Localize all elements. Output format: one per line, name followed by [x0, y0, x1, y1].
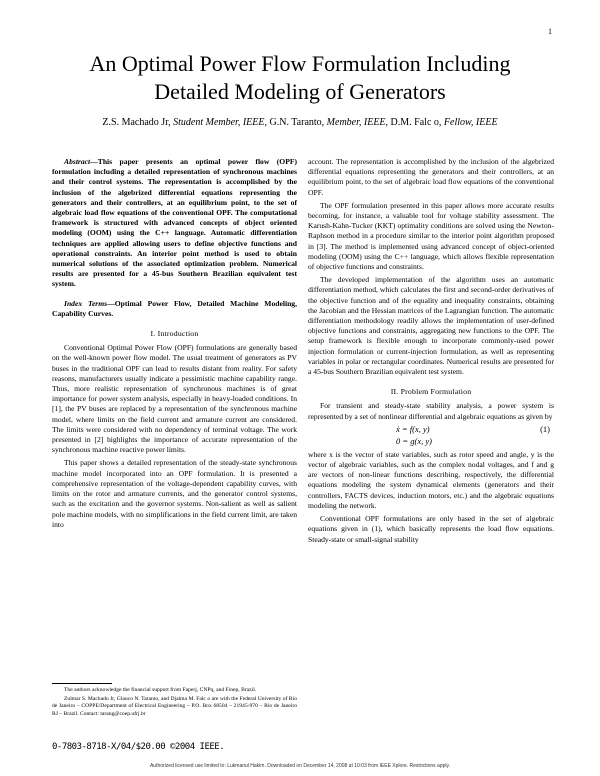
equation-line-2: 0 = g(x, y)	[396, 435, 432, 446]
paper-title	[40, 50, 560, 106]
license-notice: Authorized licensed use limited to: Lukmanul Hakim. Downloaded on December 14, 2008 at 10:03 from IEEE Xplore. Restrictions apply.	[149, 763, 451, 769]
intro-paragraph-2: This paper shows a detailed representation of the steady-state synchronous machine model incorporated into an OPF formulation. It is presented a comprehensive representation of the voltage-dependent capability curves, with limits on the rotor and armature currents, and the generator control systems, such as the excitation and the governor systems. Non-salient as well as salient pole machine models, with no simplifications in the field current limit, are taken into	[52, 458, 297, 529]
footnote-affiliation: Zulmar S. Machado Jr, Glauco N. Taranto, and Djalma M. Falc o are with the Federal University of Rio de Janeiro – COPPE/Department of Electrical Engineering – P.O. Box 68504 – 21945-970 – Rio de Janeiro RJ – Brazil. Contact: tarang@coep.ufrj.br	[52, 696, 297, 717]
equation-1	[308, 422, 554, 450]
abstract-label: Abstract	[64, 157, 91, 166]
author-2-name: G.N. Taranto,	[267, 117, 327, 128]
page-number: 1	[548, 27, 552, 36]
problem-paragraph-3: Conventional OPF formulations are only based in the set of algebraic equations given in (1), which basically represents the load flow equations. Steady-state or small-signal stability	[308, 514, 554, 544]
author-1-name: Z.S. Machado Jr,	[102, 117, 174, 128]
author-3-role: Fellow, IEEE	[443, 117, 498, 128]
footnote-divider	[52, 683, 112, 684]
equation-number: (1)	[540, 423, 550, 434]
abstract-text: —This paper presents an optimal power flow (OPF) formulation including a detailed representation of synchronous machines and their control systems. The representation is accomplished by the inclusion of the algebrized differential equations representing the generators and their controllers, at an equilibrium point, to the set of algebraic load flow equations of the conventional OPF. The computational framework is structured with advanced concepts of object oriented modeling (OOM) using the C++ language. Automatic differentiation techniques are applied allowing users to define objective functions and operational constraints. An interior point method is used to obtain numerical solutions of the associated optimization problem. Numerical results are presented for a 45-bus Southern Brazilian equivalent test system.	[52, 157, 297, 289]
title-line-1: An Optimal Power Flow Formulation Including	[89, 51, 511, 76]
index-terms-text: —Optimal Power Flow, Detailed Machine Modeling, Capability Curves.	[52, 298, 298, 318]
isbn-copyright: 0-7803-8718-X/04/$20.00 ©2004 IEEE.	[52, 742, 225, 752]
title-line-2: Detailed Modeling of Generators	[154, 79, 446, 104]
author-2-role: Member, IEEE,	[326, 117, 389, 128]
index-terms	[52, 299, 297, 319]
footnote-funding: The authors acknowledge the financial support from Faperj, CNPq, and Finep, Brazil.	[64, 687, 257, 693]
intro-paragraph-1: Conventional Optimal Power Flow (OPF) formulations are generally based on the well-known power flow model. The usual treatment of generators as PV buses in the traditional OPF can lead to results distant from reality. For safety reasons, manufacturers usually indicate a pessimistic machine capability range. Thus, more realistic representation of synchronous machines is of great importance for power system analysis, especially in heavy-loaded conditions. In [1], the PV buses are replaced by a representation of the synchronous machine model, where limits on the field current and armature current are considered. The limits were considered with no dependency of terminal voltage. The work presented in [2] highlights the importance of accurate representation of the synchronous machine reactive power limits.	[52, 343, 297, 455]
problem-paragraph-2: where x is the vector of state variables, such as rotor speed and angle, y is the vector of algebraic variables, such as the complex nodal voltages, and f and g are vectors of non-linear functions describing, respectively, the differential equations modeling the system dynamical elements (generators and their controllers, FACTS devices, induction motors, etc.) and the algebraic equations modeling the network.	[308, 449, 554, 510]
right-paragraph-2: The OPF formulation presented in this paper allows more accurate results becoming, for instance, a valuable tool for voltage stability assessment. The Karush-Kahn-Tucker (KKT) optimality conditions are solved using the Newton-Raphson method in a procedure similar to the interior point algorithm proposed in [3]. The method is implemented using advanced concept of object-oriented modeling (OOM) using the C++ language, which allows flexible representation of objective functions and constraints.	[308, 200, 554, 272]
author-list	[40, 117, 560, 128]
problem-paragraph-1: For transient and steady-state stability analysis, a power system is represented by a set of nonlinear differential and algebraic equations as given by	[308, 401, 554, 421]
equation-line-1: ẋ = f(x, y)	[396, 423, 430, 434]
abstract	[52, 157, 297, 290]
index-terms-label: Index Terms	[64, 298, 108, 308]
right-paragraph-1: account. The representation is accomplished by the inclusion of the algebrized differential equations representing the generators and their controllers, at an equilibrium point, to the set of algebraic load flow equations of the conventional OPF.	[308, 157, 554, 197]
right-paragraph-3: The developed implementation of the algorithm uses an automatic differentiation method, which calculates the first and second-order derivatives of the objective function and of the equality and inequality constraints, obtaining the Jacobian and the Hessian matrices of the Lagrangian function. The automatic differentiation methodology readily allows the implementation of user-defined objective functions and constraints, aggregating new functions to the OPF. The setup framework is flexible enough to incorporate commonly-used power injection formulation or current-injection formulation, as well as representing variables in polar or rectangular coordinates. Numerical results are presented for a 45-bus Southern Brazilian equivalent test system.	[308, 275, 554, 377]
section-1-title: I. Introduction	[150, 329, 199, 339]
left-column	[52, 157, 297, 530]
author-3-name: D.M. Falc o,	[388, 117, 444, 128]
section-2-title: II. Problem Formulation	[390, 387, 472, 397]
right-column	[308, 157, 554, 545]
author-1-role: Student Member, IEEE,	[173, 117, 267, 128]
footnotes	[52, 687, 297, 718]
